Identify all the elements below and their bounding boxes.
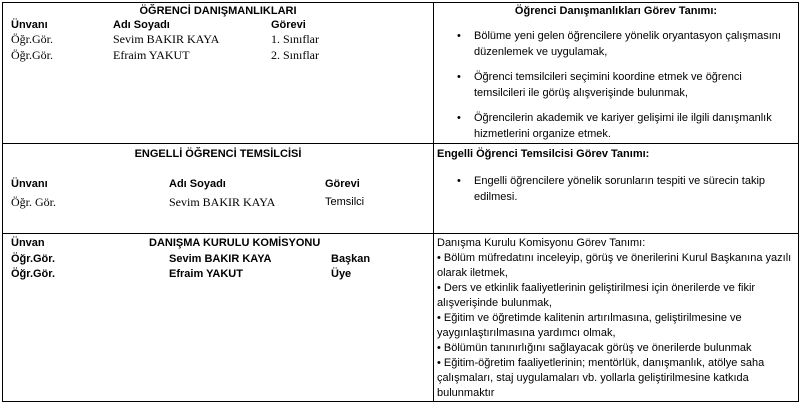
representative-title: Öğr. Gör. bbox=[11, 195, 56, 209]
task-item: • Engelli öğrencilere yönelik sorunların tespiti ve sürecin takip edilmesi. bbox=[434, 173, 798, 205]
task-item: • Bölüme yeni gelen öğrencilere yönelik oryantasyon çalışmasını düzenlemek ve uygulamak, bbox=[434, 28, 798, 60]
engelli-temsilcisi-task-list bbox=[434, 173, 798, 205]
col-name-header: Adı Soyadı bbox=[169, 178, 226, 190]
danisma-kurulu-tasks-cell bbox=[434, 234, 799, 402]
danisma-kurulu-task-heading: Danışma Kurulu Komisyonu Görev Tanımı: bbox=[437, 237, 646, 249]
task-item: • Ders ve etkinlik faaliyetlerinin geliştirilmesi için önerilerde ve fikir alışverişinde bulunmak, bbox=[437, 282, 756, 309]
ogrenci-danismanliklari-task-list bbox=[434, 28, 798, 142]
representative-duty: Temsilci bbox=[325, 196, 365, 208]
member-name-1: Sevim BAKIR KAYA bbox=[169, 253, 272, 265]
engelli-temsilcisi-cell bbox=[3, 144, 434, 234]
task-item: • Öğrencilerin akademik ve kariyer gelişimi ile ilgili danışmanlık hizmetlerini organize etmek. bbox=[434, 110, 798, 142]
col-title-header: Ünvan bbox=[11, 237, 45, 249]
advisor-duty-2: 2. Sınıflar bbox=[271, 48, 319, 62]
advisor-duty-1: 1. Sınıflar bbox=[271, 32, 319, 46]
ogrenci-danismanliklari-tasks-cell bbox=[434, 3, 799, 144]
engelli-temsilcisi-heading: ENGELLİ ÖĞRENCİ TEMSİLCİSİ bbox=[134, 148, 302, 160]
danisma-kurulu-cell bbox=[3, 234, 434, 402]
member-name-2: Efraim YAKUT bbox=[169, 268, 243, 280]
advisor-name-2: Efraim YAKUT bbox=[113, 48, 190, 62]
advisor-title-1: Öğr.Gör. bbox=[11, 32, 53, 46]
row-engelli-temsilcisi bbox=[3, 144, 799, 234]
member-title-1: Öğr.Gör. bbox=[11, 253, 56, 265]
danisma-kurulu-heading: DANIŞMA KURULU KOMİSYONU bbox=[149, 237, 321, 249]
member-title-2: Öğr.Gör. bbox=[11, 268, 56, 280]
task-item: • Eğitim ve öğretimde kalitenin artırılmasına, geliştirilmesine ve yaygınlaştırılmasına yardımcı olmak, bbox=[437, 312, 742, 339]
ogrenci-danismanliklari-cell bbox=[3, 3, 434, 144]
duty-table bbox=[2, 2, 799, 402]
ogrenci-danismanliklari-task-heading: Öğrenci Danışmanlıkları Görev Tanımı: bbox=[514, 5, 718, 17]
task-item: • Eğitim-öğretim faaliyetlerinin; mentörlük, danışmanlık, atölye saha çalışmaları, staj uygulamaları vb. yollarla geliştirilmesine katkıda bulunmaktır bbox=[437, 357, 765, 399]
task-item: • Öğrenci temsilcileri seçimini koordine etmek ve öğrenci temsilcileri ile görüş alışverişinde bulunmak, bbox=[434, 69, 798, 101]
ogrenci-danismanliklari-heading: ÖĞRENCİ DANIŞMANLIKLARI bbox=[139, 5, 297, 17]
task-item: • Bölümün tanınırlığını sağlayacak görüş ve önerilerde bulunmak bbox=[437, 342, 752, 354]
col-duty-header: Görevi bbox=[325, 178, 360, 190]
advisor-title-2: Öğr.Gör. bbox=[11, 48, 53, 62]
task-item: • Bölüm müfredatını inceleyip, görüş ve önerilerini Kurul Başkanına yazılı olarak iletmek, bbox=[437, 252, 792, 279]
representative-name: Sevim BAKIR KAYA bbox=[169, 195, 276, 209]
col-title-header: Ünvanı bbox=[11, 178, 48, 190]
col-title-header: Ünvanı bbox=[11, 19, 48, 31]
col-name-header: Adı Soyadı bbox=[113, 19, 170, 31]
col-duty-header: Görevi bbox=[271, 19, 306, 31]
member-duty-2: Üye bbox=[331, 268, 352, 280]
engelli-temsilcisi-tasks-cell bbox=[434, 144, 799, 234]
row-danisma-kurulu bbox=[3, 234, 799, 402]
row-ogrenci-danismanliklari bbox=[3, 3, 799, 144]
engelli-temsilcisi-task-heading: Engelli Öğrenci Temsilcisi Görev Tanımı: bbox=[437, 148, 650, 160]
member-duty-1: Başkan bbox=[331, 253, 371, 265]
advisor-name-1: Sevim BAKIR KAYA bbox=[113, 32, 220, 46]
